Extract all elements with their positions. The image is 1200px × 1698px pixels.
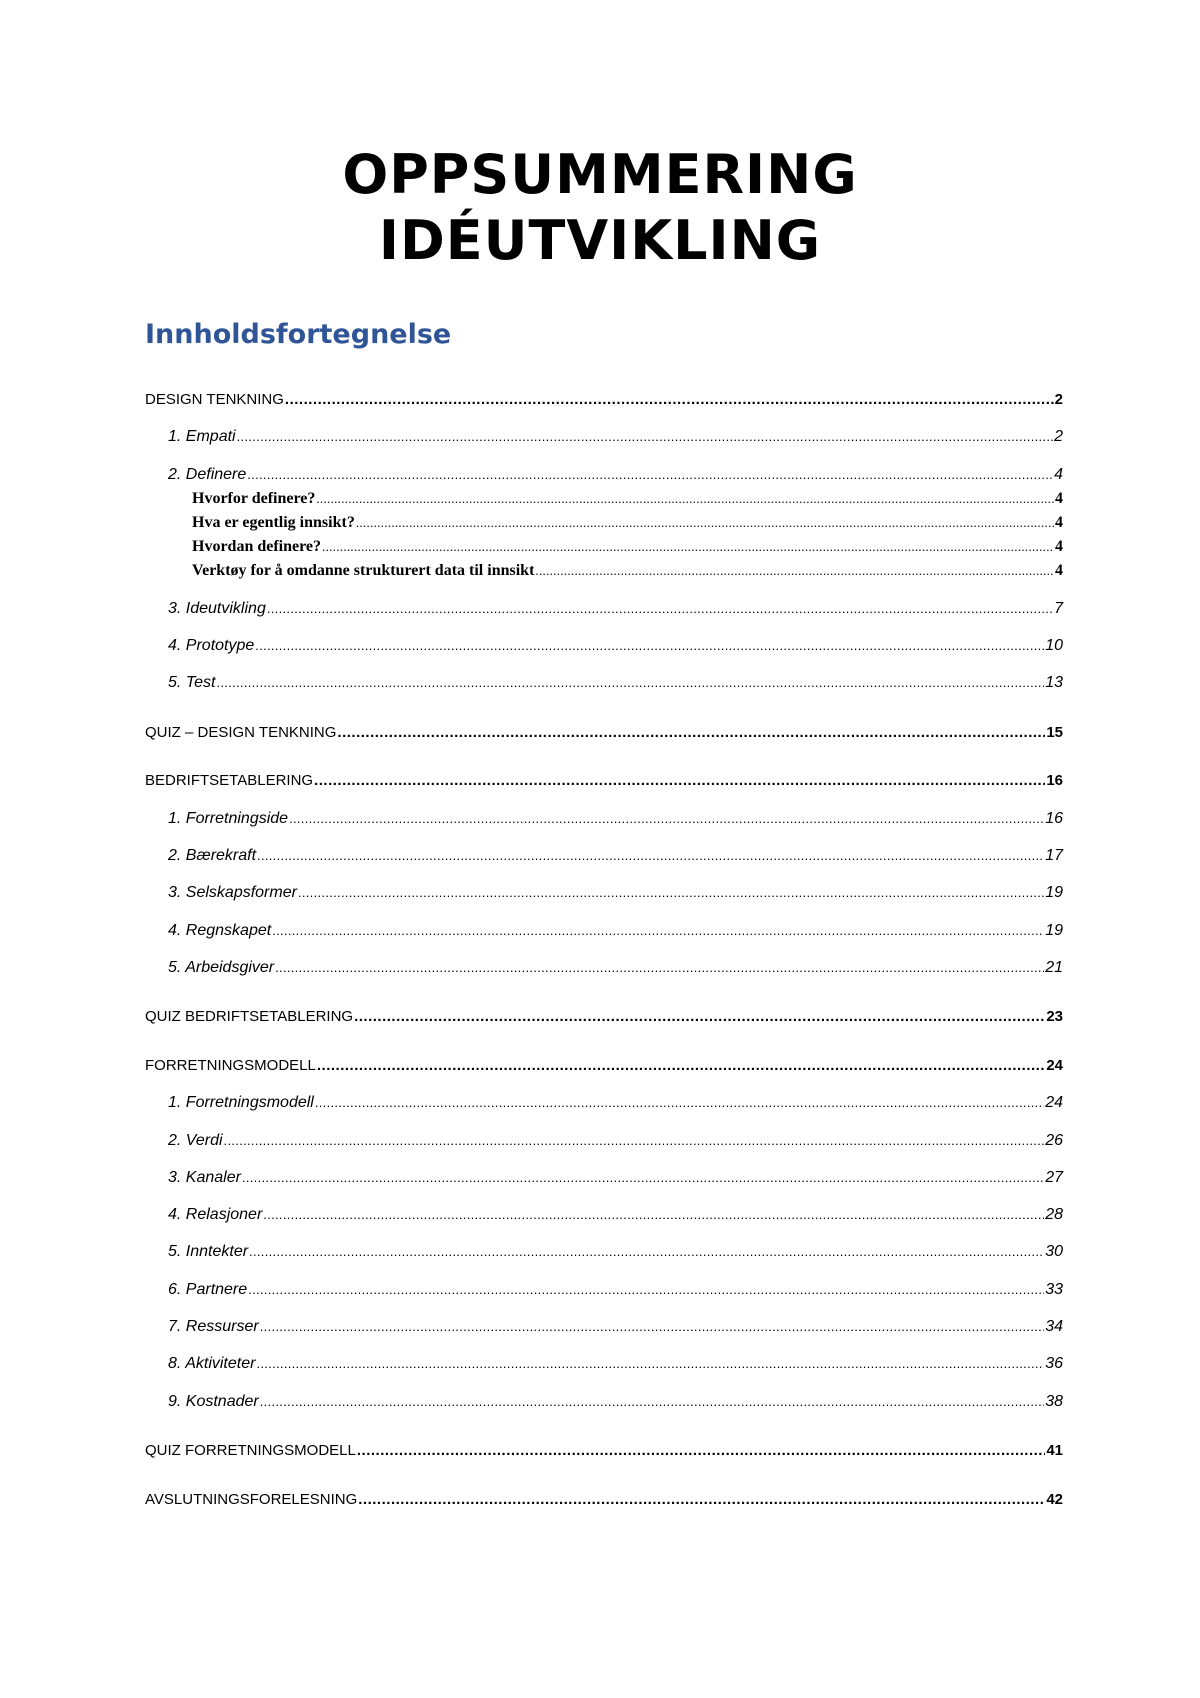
toc-entry-label: 3. Selskapsformer <box>168 884 297 901</box>
toc-leader-dots <box>260 1317 1045 1337</box>
toc-leader-dots <box>224 1131 1045 1151</box>
toc-entry-label: 5. Arbeidsgiver <box>168 959 275 976</box>
toc-entry-page: 21 <box>1045 959 1063 976</box>
toc-leader-dots <box>285 390 1054 410</box>
toc-entry-page: 19 <box>1045 922 1063 939</box>
toc-leader-dots <box>256 1354 1044 1374</box>
toc-entry-page: 15 <box>1046 724 1063 741</box>
toc-entry[interactable] <box>168 636 1063 656</box>
toc-leader-dots <box>260 1392 1044 1412</box>
toc-entry-page: 4 <box>1055 514 1063 531</box>
toc-entry-label: 6. Partnere <box>168 1281 248 1298</box>
toc-entry-page: 10 <box>1045 637 1063 654</box>
toc-entry[interactable] <box>168 1131 1063 1151</box>
toc-entry[interactable] <box>145 1007 1063 1027</box>
toc-leader-dots <box>314 771 1045 791</box>
toc-entry-label: 5. Inntekter <box>168 1243 249 1260</box>
toc-entry[interactable] <box>145 723 1063 743</box>
toc-entry-label: 4. Relasjoner <box>168 1206 263 1223</box>
toc-entry-page: 4 <box>1055 538 1063 555</box>
document-title-line-1: OPPSUMMERING <box>342 143 858 206</box>
toc-entry-label: QUIZ FORRETNINGSMODELL <box>145 1442 356 1459</box>
toc-leader-dots <box>337 723 1045 743</box>
toc-entry-page: 13 <box>1045 674 1063 691</box>
toc-entry[interactable] <box>145 1490 1063 1510</box>
toc-entry-page: 30 <box>1045 1243 1063 1260</box>
toc-leader-dots <box>248 1280 1044 1300</box>
toc-entry-page: 16 <box>1045 810 1063 827</box>
toc-entry[interactable] <box>168 809 1063 829</box>
toc-entry[interactable] <box>168 1093 1063 1113</box>
toc-leader-dots <box>257 846 1044 866</box>
toc-entry-label: Hvordan definere? <box>192 538 322 555</box>
toc-entry-label: 1. Empati <box>168 428 236 445</box>
toc-entry-label: 3. Ideutvikling <box>168 600 266 617</box>
toc-leader-dots <box>289 809 1044 829</box>
toc-entry[interactable] <box>192 489 1063 509</box>
toc-entry-page: 4 <box>1054 466 1063 483</box>
toc-entry[interactable] <box>168 1354 1063 1374</box>
toc-entry[interactable] <box>168 1205 1063 1225</box>
toc-entry[interactable] <box>168 846 1063 866</box>
toc-entry[interactable] <box>168 673 1063 693</box>
toc-entry-label: DESIGN TENKNING <box>145 391 284 408</box>
toc-entry-label: Hvorfor definere? <box>192 490 316 507</box>
toc-entry[interactable] <box>168 1168 1063 1188</box>
toc-leader-dots <box>249 1242 1044 1262</box>
toc-entry[interactable] <box>168 465 1063 485</box>
toc-entry-label: 9. Kostnader <box>168 1393 259 1410</box>
toc-entry-page: 19 <box>1045 884 1063 901</box>
toc-entry-label: 3. Kanaler <box>168 1169 241 1186</box>
toc-entry-label: AVSLUTNINGSFORELESNING <box>145 1491 358 1508</box>
toc-entry[interactable] <box>168 427 1063 447</box>
toc-entry[interactable] <box>168 1392 1063 1412</box>
toc-entry-label: 2. Verdi <box>168 1132 223 1149</box>
toc-leader-dots <box>247 465 1053 485</box>
toc-entry-page: 41 <box>1046 1442 1063 1459</box>
toc-entry-page: 38 <box>1045 1393 1063 1410</box>
toc-entry-label: 1. Forretningside <box>168 810 289 827</box>
toc-entry[interactable] <box>168 1317 1063 1337</box>
toc-entry[interactable] <box>145 390 1063 410</box>
toc-leader-dots <box>354 1007 1045 1027</box>
toc-entry-page: 2 <box>1054 391 1063 408</box>
toc-entry[interactable] <box>168 921 1063 941</box>
toc-entry[interactable] <box>145 1056 1063 1076</box>
toc-entry[interactable] <box>168 1242 1063 1262</box>
toc-leader-dots <box>356 513 1054 533</box>
toc-entry[interactable] <box>192 561 1063 581</box>
document-title-line-2: IDÉUTVIKLING <box>378 209 822 272</box>
toc-entry-page: 4 <box>1055 562 1063 579</box>
toc-entry-label: 8. Aktiviteter <box>168 1355 256 1372</box>
toc-leader-dots <box>263 1205 1044 1225</box>
toc-entry-label: Hva er egentlig innsikt? <box>192 514 355 531</box>
toc-entry-page: 23 <box>1046 1008 1063 1025</box>
toc-entry-label: QUIZ BEDRIFTSETABLERING <box>145 1008 354 1025</box>
toc-entry-page: 33 <box>1045 1281 1063 1298</box>
toc-entry-page: 26 <box>1045 1132 1063 1149</box>
toc-leader-dots <box>237 427 1054 447</box>
toc-entry-label: 7. Ressurser <box>168 1318 259 1335</box>
toc-entry-page: 28 <box>1045 1206 1063 1223</box>
toc-entry[interactable] <box>168 883 1063 903</box>
toc-entry[interactable] <box>192 537 1063 557</box>
toc-entry-label: 2. Bærekraft <box>168 847 257 864</box>
toc-entry-page: 7 <box>1054 600 1063 617</box>
toc-leader-dots <box>358 1490 1045 1510</box>
toc-entry[interactable] <box>168 599 1063 619</box>
toc-entry[interactable] <box>145 771 1063 791</box>
toc-entry[interactable] <box>168 1280 1063 1300</box>
toc-heading: Innholdsfortegnelse <box>145 319 452 350</box>
toc-leader-dots <box>267 599 1053 619</box>
toc-leader-dots <box>317 1056 1045 1076</box>
toc-entry-page: 17 <box>1045 847 1063 864</box>
toc-entry-label: QUIZ – DESIGN TENKNING <box>145 724 337 741</box>
toc-entry-label: 4. Regnskapet <box>168 922 272 939</box>
toc-entry-page: 4 <box>1055 490 1063 507</box>
toc-entry-page: 24 <box>1046 1057 1063 1074</box>
toc-entry-label: 5. Test <box>168 674 216 691</box>
toc-leader-dots <box>316 489 1054 509</box>
toc-entry[interactable] <box>168 958 1063 978</box>
toc-leader-dots <box>242 1168 1044 1188</box>
toc-entry-page: 27 <box>1045 1169 1063 1186</box>
toc-entry-label: 2. Definere <box>168 466 247 483</box>
toc-entry-label: BEDRIFTSETABLERING <box>145 772 314 789</box>
toc-leader-dots <box>535 561 1054 581</box>
toc-leader-dots <box>272 921 1044 941</box>
toc-leader-dots <box>216 673 1044 693</box>
toc-entry-page: 34 <box>1045 1318 1063 1335</box>
toc-entry-page: 16 <box>1046 772 1063 789</box>
toc-entry-label: Verktøy for å omdanne strukturert data til innsikt <box>192 562 535 579</box>
toc-entry-page: 24 <box>1045 1094 1063 1111</box>
toc-leader-dots <box>298 883 1044 903</box>
toc-entry-page: 42 <box>1046 1491 1063 1508</box>
toc-entry-page: 2 <box>1054 428 1063 445</box>
toc-entry-label: 4. Prototype <box>168 637 255 654</box>
toc-leader-dots <box>255 636 1044 656</box>
toc-leader-dots <box>315 1093 1044 1113</box>
toc-entry[interactable] <box>192 513 1063 533</box>
toc-entry-label: FORRETNINGSMODELL <box>145 1057 316 1074</box>
toc-leader-dots <box>357 1441 1045 1461</box>
toc-entry[interactable] <box>145 1441 1063 1461</box>
toc-entry-label: 1. Forretningsmodell <box>168 1094 314 1111</box>
toc-entry-page: 36 <box>1045 1355 1063 1372</box>
toc-leader-dots <box>322 537 1054 557</box>
toc-leader-dots <box>275 958 1044 978</box>
